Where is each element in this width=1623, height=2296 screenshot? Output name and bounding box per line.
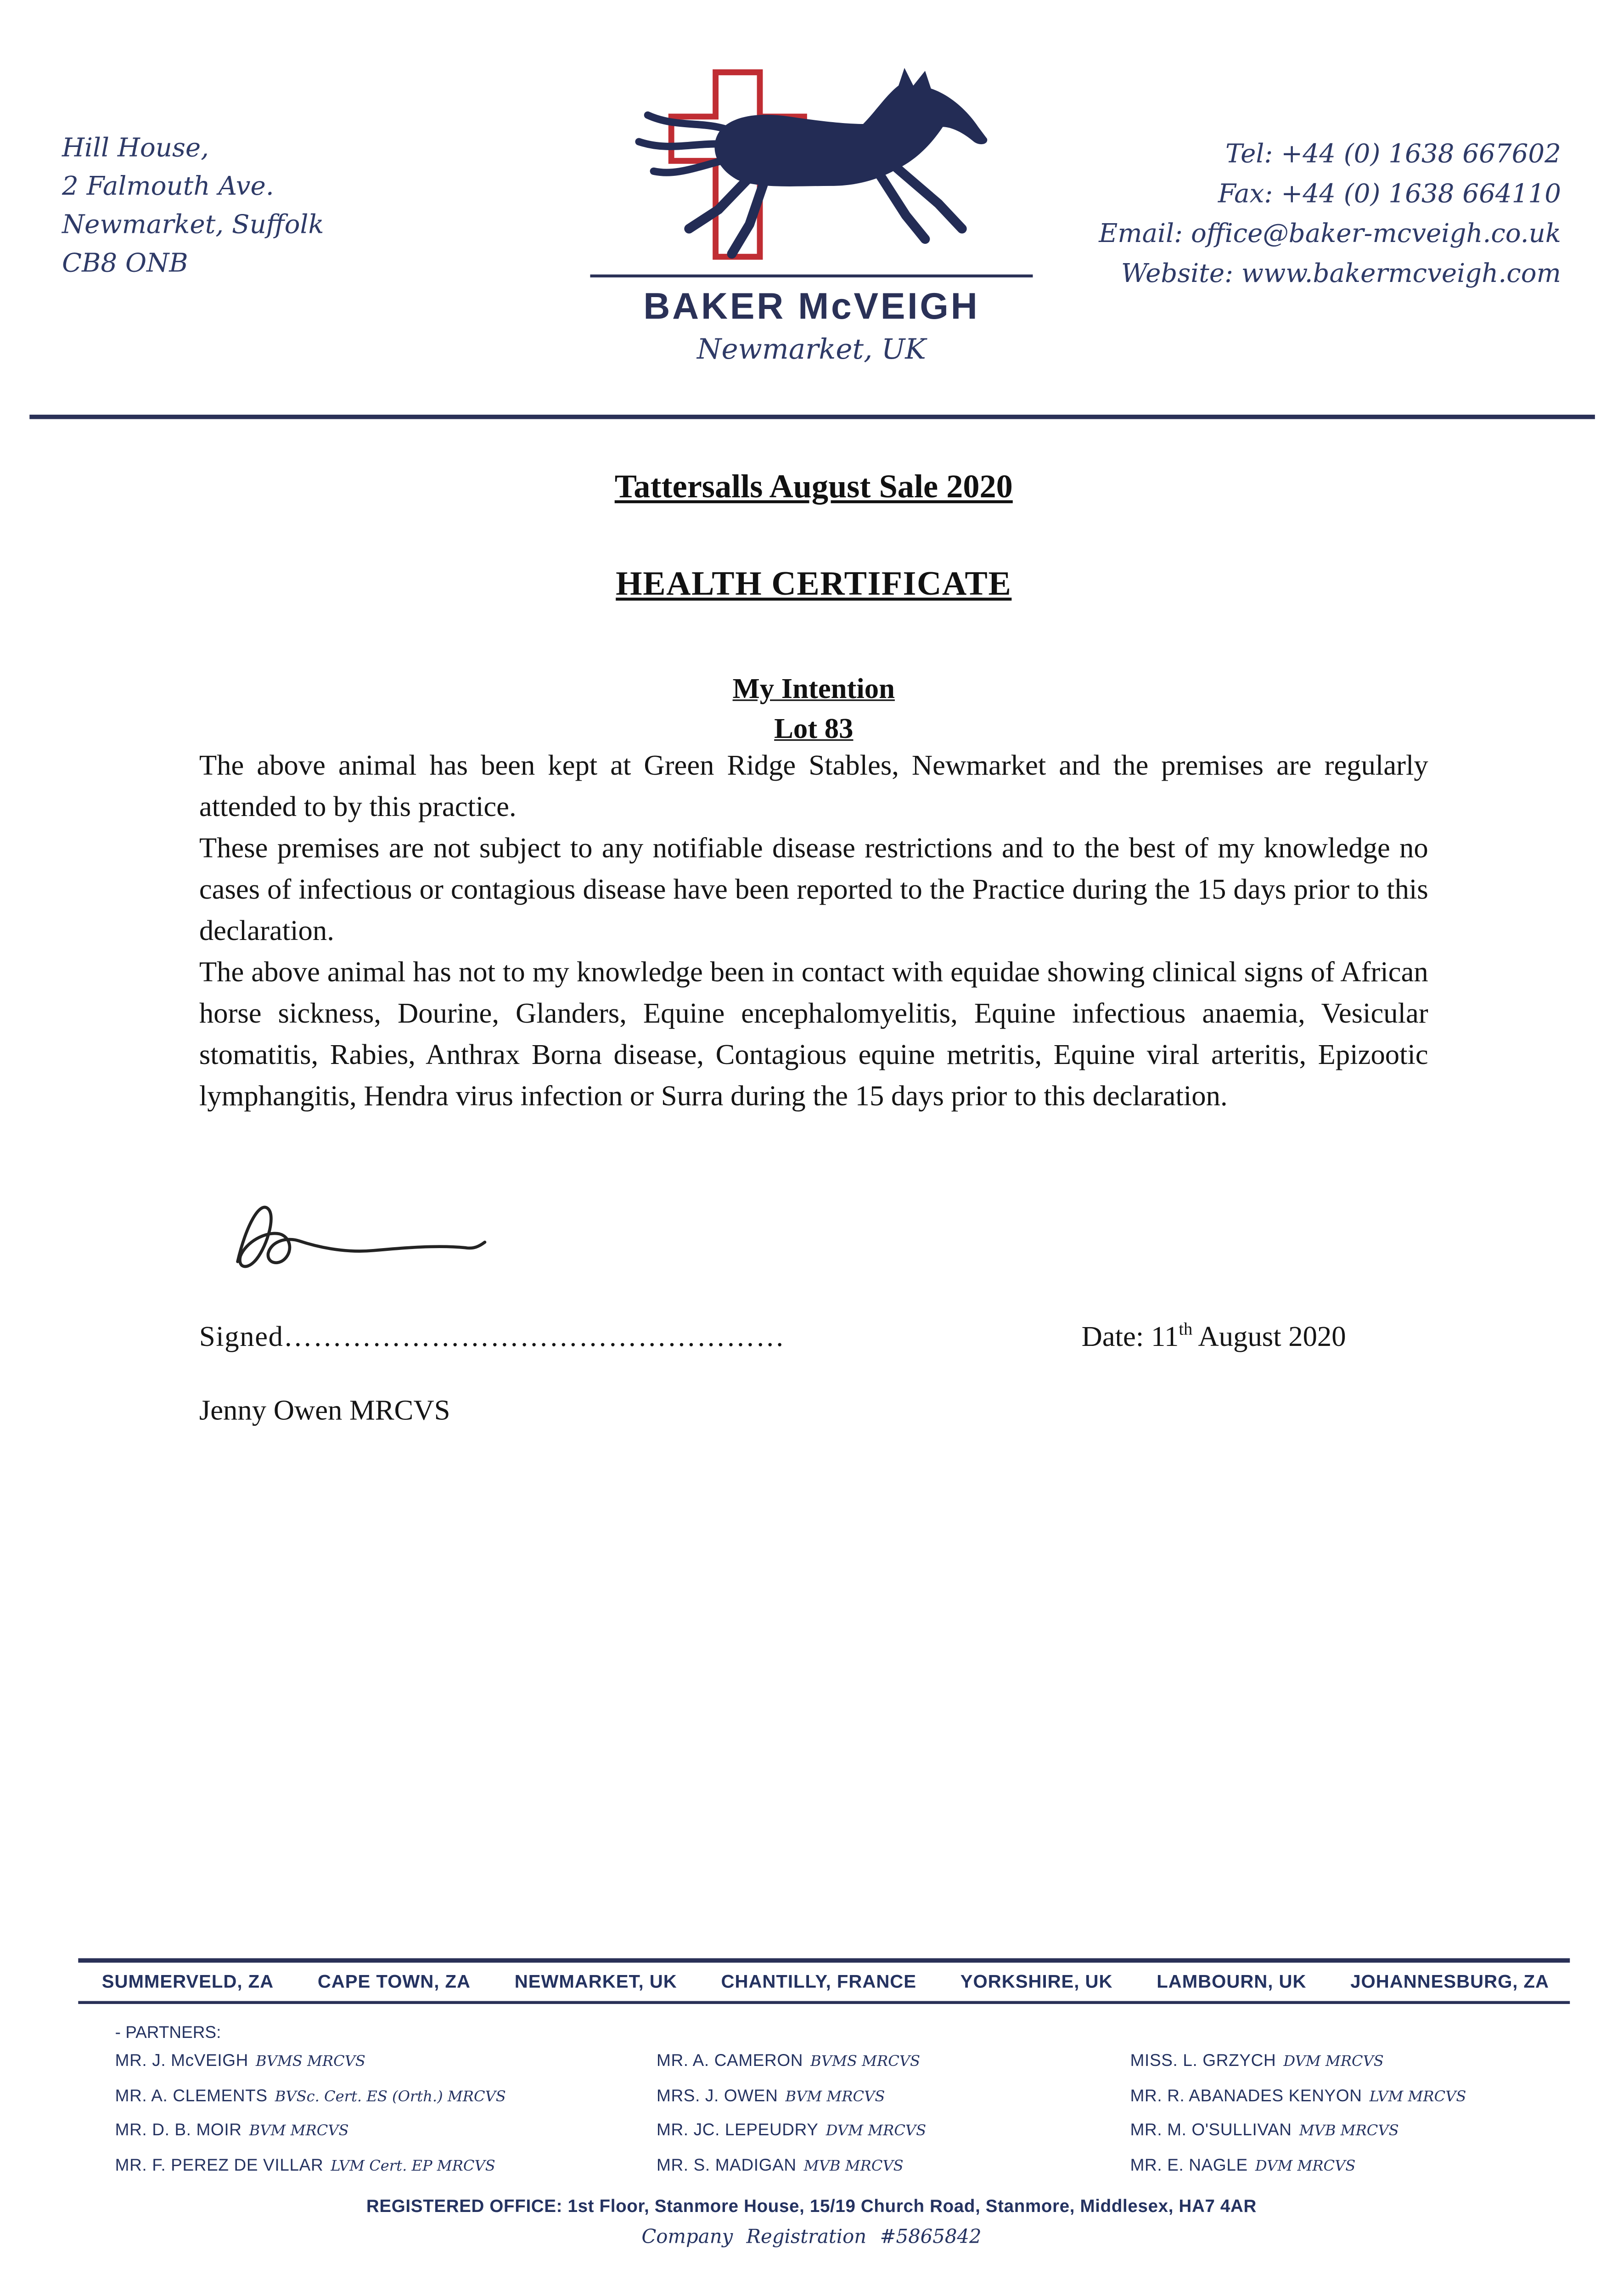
- partner-entry: MISS. L. GRZYCH DVM MRCVS: [1130, 2053, 1384, 2071]
- tel-line: Tel: +44 (0) 1638 667602: [1225, 140, 1561, 170]
- location-item: JOHANNESBURG, ZA: [1350, 1971, 1550, 1992]
- location-item: CAPE TOWN, ZA: [317, 1971, 471, 1992]
- header-divider: [29, 415, 1595, 419]
- signed-label: Signed……………………………………………: [199, 1322, 786, 1353]
- location-item: NEWMARKET, UK: [514, 1971, 677, 1992]
- partner-entry: MR. E. NAGLE DVM MRCVS: [1130, 2156, 1356, 2175]
- locations-band: [78, 1958, 1570, 2004]
- address-line: CB8 ONB: [62, 249, 188, 279]
- practice-name: BAKER McVEIGH: [643, 286, 980, 328]
- date-line: [1081, 1318, 1346, 1355]
- partner-entry: MR. A. CLEMENTS BVSc. Cert. ES (Orth.) MRCVS: [115, 2087, 506, 2105]
- partner-entry: MR. R. ABANADES KENYON LVM MRCVS: [1130, 2087, 1466, 2105]
- location-item: CHANTILLY, FRANCE: [721, 1971, 917, 1992]
- paragraph-premises: The above animal has been kept at Green Ridge Stables, Newmarket and the premises are regularly attended to by this practice.: [199, 751, 1428, 824]
- registered-office: REGISTERED OFFICE: 1st Floor, Stanmore House, 15/19 Church Road, Stanmore, Middlesex, HA7 4AR: [366, 2195, 1257, 2217]
- partner-entry: MR. S. MADIGAN MVB MRCVS: [657, 2156, 904, 2175]
- contact-details: [1099, 136, 1561, 295]
- partners-column: [115, 2053, 657, 2191]
- partners-column: [657, 2053, 1130, 2191]
- location-item: SUMMERVELD, ZA: [101, 1971, 274, 1992]
- address-line: Hill House,: [62, 134, 209, 164]
- partner-entry: MR. D. B. MOIR BVM MRCVS: [115, 2122, 349, 2140]
- logo-divider: [590, 275, 1033, 277]
- date-prefix: Date: 11: [1081, 1322, 1179, 1353]
- practice-address: [62, 130, 324, 283]
- partners-heading: - PARTNERS:: [115, 2025, 221, 2043]
- signature-line-row: [199, 1318, 1428, 1366]
- logo-graphic: [612, 50, 1011, 271]
- partner-entry: MRS. J. OWEN BVM MRCVS: [657, 2087, 885, 2105]
- practice-logo: [590, 50, 1033, 366]
- fax-line: Fax: +44 (0) 1638 664110: [1218, 180, 1561, 210]
- address-line: Newmarket, Suffolk: [62, 211, 324, 241]
- paragraph-contact-diseases: The above animal has not to my knowledge been in contact with equidae showing clinical signs of African horse sickness, Dourine, Glanders, Equine encephalomyelitis, Equine infectious anaemia, Vesicular stomatitis, Rabies, Anthrax Borna disease, Contagious equine metritis, Equine viral arteritis, Epizootic lymphangitis, Hendra virus infection or Surra during the 15 days prior to this declaration.: [199, 957, 1428, 1113]
- date-ordinal: th: [1179, 1318, 1193, 1339]
- location-item: LAMBOURN, UK: [1157, 1971, 1307, 1992]
- partner-entry: MR. JC. LEPEUDRY DVM MRCVS: [657, 2122, 927, 2140]
- website-line: Website: www.bakermcveigh.com: [1121, 259, 1561, 289]
- date-suffix: August 2020: [1192, 1322, 1346, 1353]
- signatory-name: Jenny Owen MRCVS: [199, 1396, 450, 1427]
- email-line: Email: office@baker-mcveigh.co.uk: [1099, 219, 1561, 250]
- partner-entry: MR. A. CAMERON BVMS MRCVS: [657, 2053, 921, 2071]
- practice-location: Newmarket, UK: [697, 333, 926, 366]
- company-registration: Company Registration #5865842: [641, 2227, 982, 2249]
- sale-title: Tattersalls August Sale 2020: [614, 467, 1013, 505]
- paragraph-disease-restrictions: These premises are not subject to any notifiable disease restrictions and to the best of my knowledge no cases of infectious or contagious disease have been reported to the Practice during the 15 days prior to this declaration.: [199, 833, 1428, 948]
- signature-scribble: [217, 1189, 497, 1284]
- certificate-body: [199, 450, 1428, 1429]
- partner-entry: MR. M. O'SULLIVAN MVB MRCVS: [1130, 2122, 1399, 2140]
- location-item: YORKSHIRE, UK: [960, 1971, 1113, 1992]
- horse-name: My Intention: [732, 674, 895, 706]
- partner-entry: MR. F. PEREZ DE VILLAR LVM Cert. EP MRCVS: [115, 2156, 495, 2175]
- partners-list: [115, 2053, 1576, 2191]
- address-line: 2 Falmouth Ave.: [62, 172, 274, 203]
- certificate-title: HEALTH CERTIFICATE: [616, 565, 1012, 602]
- partners-column: [1130, 2053, 1576, 2191]
- lot-number: Lot 83: [774, 714, 854, 745]
- partner-entry: MR. J. McVEIGH BVMS MRCVS: [115, 2053, 365, 2071]
